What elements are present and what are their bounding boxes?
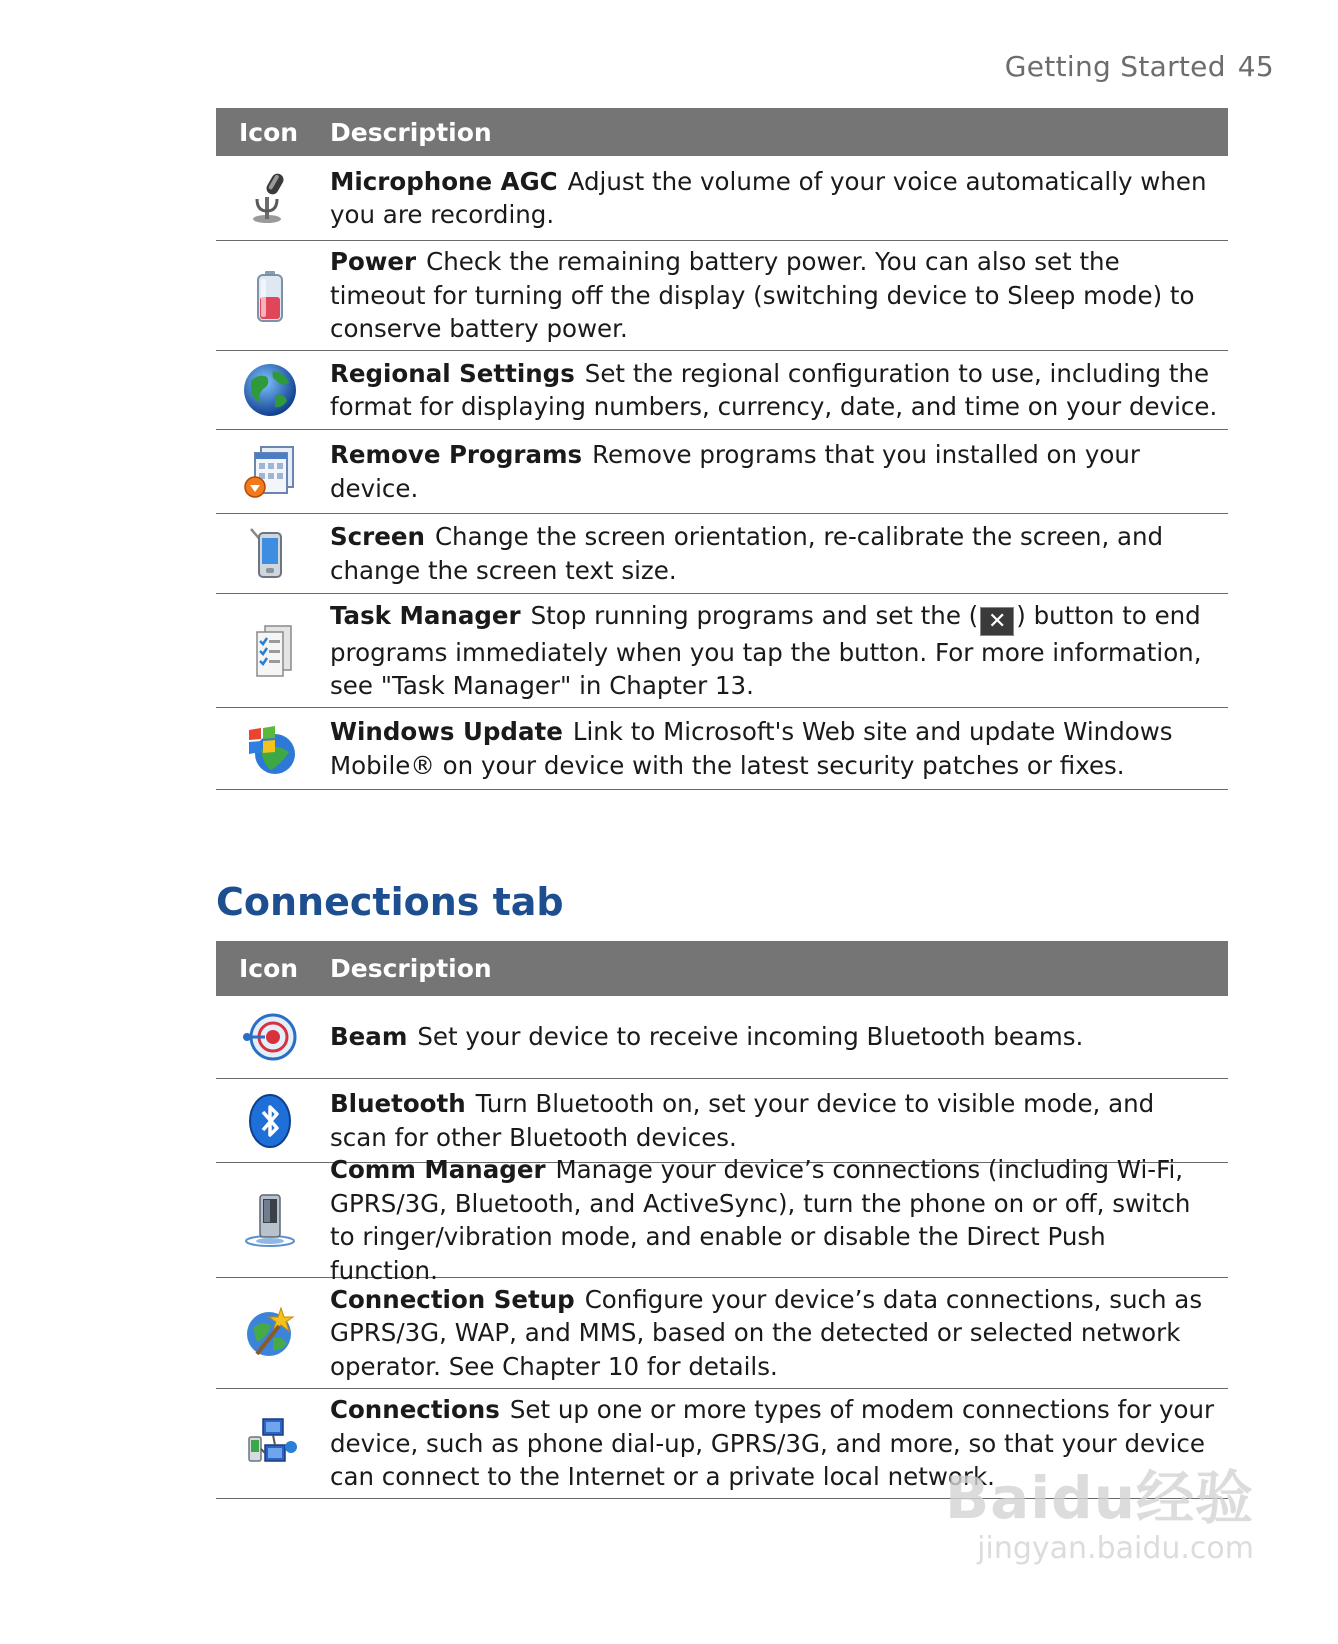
remove-programs-icon xyxy=(241,443,299,501)
watermark-url: jingyan.baidu.com xyxy=(977,1531,1254,1566)
row-title: Power xyxy=(330,247,417,277)
row-text: Link to Microsoft's Web site and update Windows Mobile® on your device with the latest security patches or fixes. xyxy=(330,717,1173,780)
row-text-after: ) button to end programs immediately when you tap the button. For more information, see "Task Manager" in Chapter 13. xyxy=(330,600,1202,700)
row-title: Bluetooth xyxy=(330,1089,466,1118)
row-title: Connection Setup xyxy=(330,1284,575,1314)
row-text: Check the remaining battery power. You can also set the timeout for turning off the display (switching device to Sleep mode) to conserve battery power. xyxy=(330,247,1195,344)
x-button-icon: ✕ xyxy=(980,607,1014,636)
header-icon-label: Icon xyxy=(239,954,299,983)
row-text-before: Stop running programs and set the ( xyxy=(530,600,979,630)
battery-icon xyxy=(241,267,299,325)
row-text: Set your device to receive incoming Bluetooth beams. xyxy=(417,1022,1084,1052)
connection-setup-icon xyxy=(241,1304,299,1362)
row-text: Configure your device’s data connections, such as GPRS/3G, WAP, and MMS, based on the detected or selected network operator. See Chapter 10 for details. xyxy=(330,1284,1203,1381)
table-row xyxy=(216,241,1228,351)
row-title: Windows Update xyxy=(330,717,563,746)
header-description-label: Description xyxy=(330,117,492,147)
beam-icon xyxy=(241,1008,299,1066)
table-row xyxy=(216,708,1228,790)
row-title: Screen xyxy=(330,522,425,551)
page-header xyxy=(1005,50,1274,83)
comm-manager-icon xyxy=(241,1191,299,1249)
table-row xyxy=(216,594,1228,708)
table-row xyxy=(216,430,1228,514)
row-text: Set up one or more types of modem connections for your device, such as phone dial-up, GPRS/3G, and more, so that your device can connect to the Internet or a private local network. xyxy=(330,1395,1215,1492)
task-manager-icon xyxy=(241,622,299,680)
header-description-label: Description xyxy=(330,954,492,983)
row-text: Turn Bluetooth on, set your device to visible mode, and scan for other Bluetooth devices. xyxy=(330,1089,1155,1152)
row-text: Remove programs that you installed on your device. xyxy=(330,440,1140,503)
table-row xyxy=(216,996,1228,1079)
bluetooth-icon xyxy=(241,1092,299,1150)
row-text: Adjust the volume of your voice automatically when you are recording. xyxy=(330,166,1207,229)
table-row xyxy=(216,1155,1228,1285)
table-row xyxy=(216,514,1228,594)
connections-icon xyxy=(241,1415,299,1473)
globe-icon xyxy=(241,361,299,419)
screen-icon xyxy=(241,525,299,583)
table-row xyxy=(216,1079,1228,1163)
row-title: Regional Settings xyxy=(330,358,575,388)
windows-update-icon xyxy=(241,720,299,778)
page-number: 45 xyxy=(1237,50,1274,83)
row-text: Change the screen orientation, re-calibrate the screen, and change the screen text size. xyxy=(330,522,1164,585)
page-section-title: Getting Started xyxy=(1004,50,1226,83)
table-row xyxy=(216,351,1228,430)
header-icon-label: Icon xyxy=(239,117,299,147)
row-title: Microphone AGC xyxy=(330,166,558,196)
watermark xyxy=(945,1451,1254,1566)
system-table xyxy=(216,108,1228,790)
table-header xyxy=(216,108,1228,156)
row-title: Connections xyxy=(330,1395,500,1425)
row-text: Set the regional configuration to use, including the format for displaying numbers, currency, date, and time on your device. xyxy=(330,358,1218,421)
row-title: Remove Programs xyxy=(330,440,583,469)
row-text: Manage your device’s connections (including Wi-Fi, GPRS/3G, Bluetooth, and ActiveSync), turn the phone on or off, switch to ringer/vibration mode, and enable or disable the Direct Push function. xyxy=(330,1155,1191,1285)
table-row xyxy=(216,1278,1228,1389)
section-title: Connections tab xyxy=(216,880,564,924)
row-title: Beam xyxy=(330,1022,408,1052)
table-header xyxy=(216,941,1228,996)
watermark-brand: Baidu经验 xyxy=(944,1464,1254,1532)
row-title: Task Manager xyxy=(330,600,521,630)
microphone-icon xyxy=(241,169,299,227)
row-title: Comm Manager xyxy=(330,1155,546,1184)
table-row xyxy=(216,156,1228,241)
connections-table xyxy=(216,941,1228,1499)
